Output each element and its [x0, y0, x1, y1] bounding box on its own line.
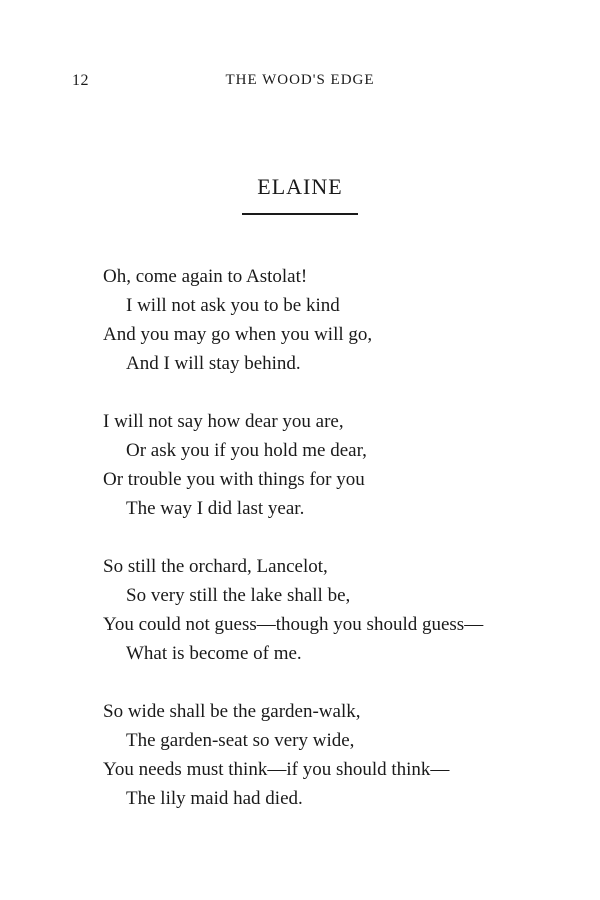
poem-line: The way I did last year. — [126, 498, 305, 519]
title-underline-rule — [242, 213, 358, 215]
poem-line: The garden-seat so very wide, — [126, 730, 355, 751]
running-header — [0, 72, 600, 94]
book-title: THE WOOD'S EDGE — [225, 72, 375, 88]
poem-line: You needs must think—if you should think— — [103, 759, 450, 780]
poem-line: Oh, come again to Astolat! — [103, 266, 308, 287]
stanza-2 — [103, 407, 573, 523]
poem-line: The lily maid had died. — [126, 788, 303, 809]
poem-line: And I will stay behind. — [126, 353, 301, 374]
stanza-3 — [103, 552, 573, 668]
page-number: 12 — [72, 72, 89, 89]
poem-line: And you may go when you will go, — [103, 324, 373, 345]
stanza-4 — [103, 697, 573, 813]
poem-line: You could not guess—though you should guess— — [103, 614, 484, 635]
poem-title: ELAINE — [257, 174, 343, 199]
poem-line: What is become of me. — [126, 643, 302, 664]
poem-line: I will not say how dear you are, — [103, 411, 344, 432]
stanza-1 — [103, 262, 573, 378]
poem-line: So wide shall be the garden-walk, — [103, 701, 361, 722]
poem-body — [103, 262, 573, 842]
poem-line: So very still the lake shall be, — [126, 585, 351, 606]
poem-line: So still the orchard, Lancelot, — [103, 556, 328, 577]
poem-line: I will not ask you to be kind — [126, 295, 340, 316]
poem-line: Or trouble you with things for you — [103, 469, 365, 490]
poem-line: Or ask you if you hold me dear, — [126, 440, 367, 461]
